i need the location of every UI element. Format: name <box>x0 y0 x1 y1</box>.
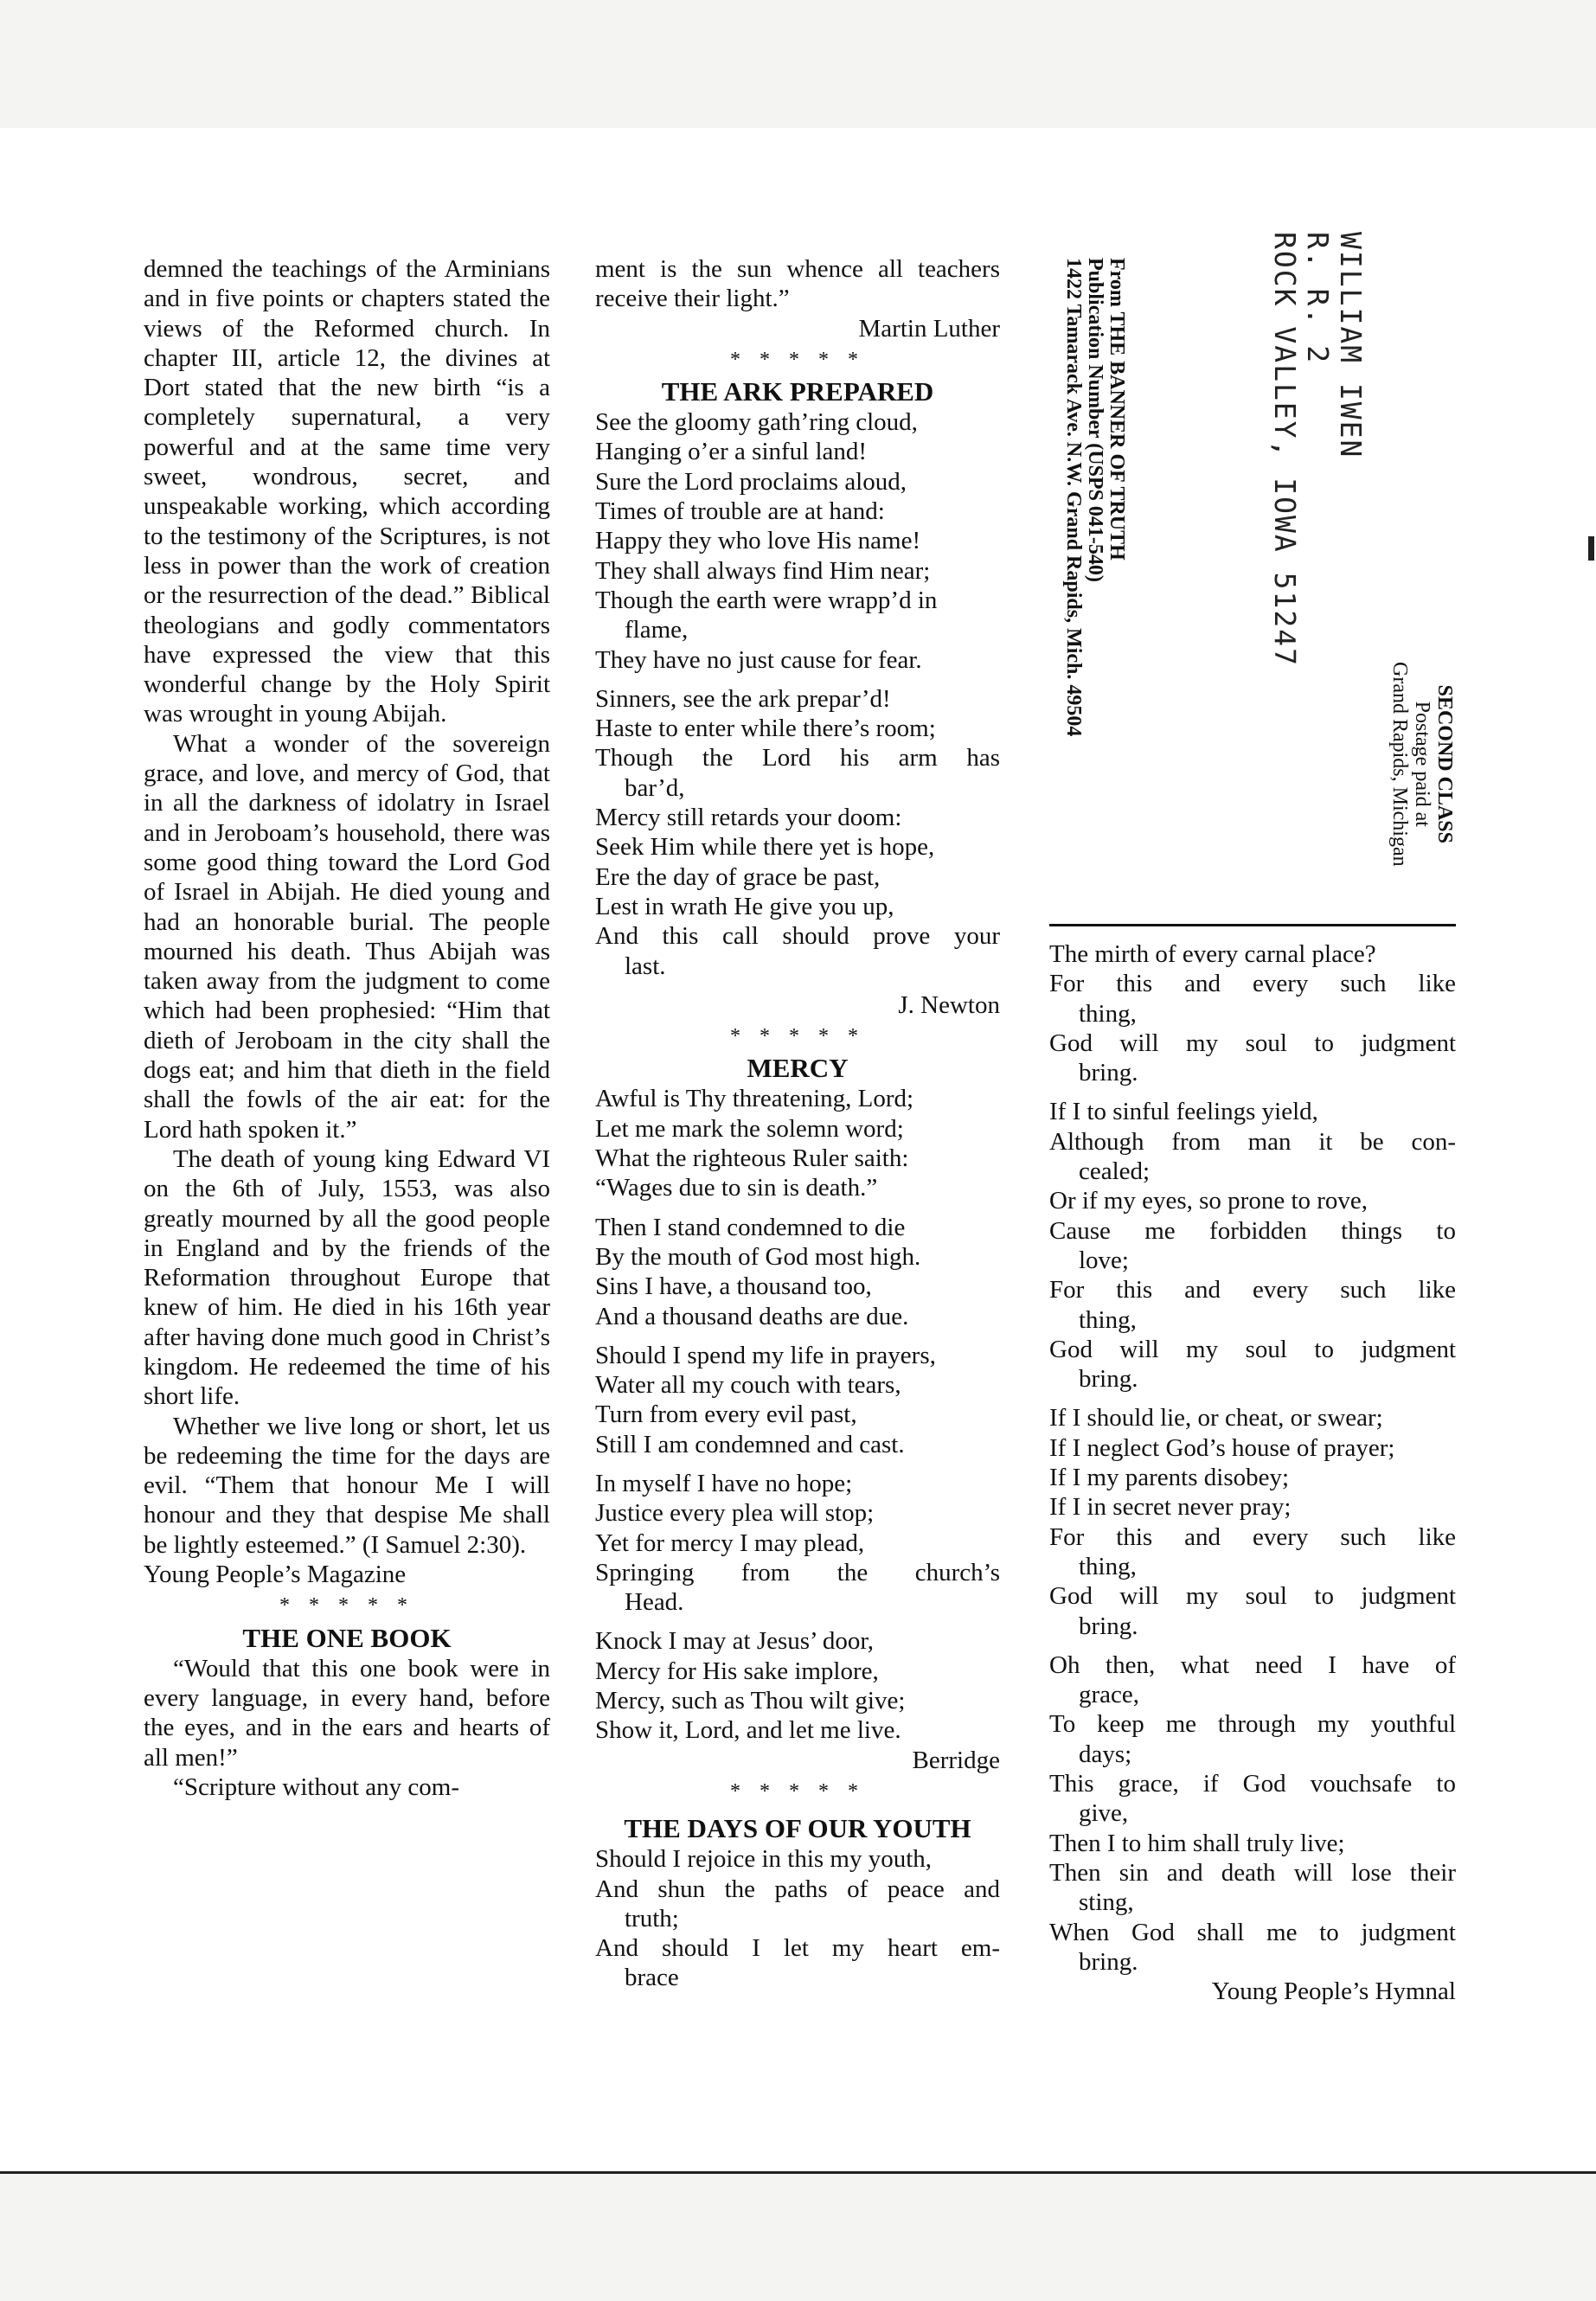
poem-line: Mercy, such as Thou wilt give; <box>595 1687 906 1715</box>
column-1 <box>144 254 550 1802</box>
poem-line: bring. <box>1079 1947 1138 1976</box>
poem-line: For this and every such like <box>1049 970 1456 998</box>
poem-line: Although from man it be con- <box>1049 1127 1456 1156</box>
poem-line: Awful is Thy threatening, Lord; <box>595 1085 914 1113</box>
poem-line: In myself I have no hope; <box>595 1469 853 1497</box>
one-book-paragraph: “Would that this one book were in every language, in every hand, before the eyes, and in the ears and hearts of all men!” <box>144 1654 550 1772</box>
poem-stanza <box>595 1469 1000 1617</box>
poem-line: What the righteous Ruler saith: <box>595 1144 909 1173</box>
publisher-name: From THE BANNER OF TRUTH <box>1106 258 1128 561</box>
poem-line: bring. <box>1079 1612 1138 1640</box>
poem-stanza <box>595 684 1000 981</box>
mailing-address-label <box>1268 232 1367 667</box>
article-paragraph: The death of young king Edward VI on the 6th of July, 1553, was also greatly mourned by all the good people in England and by the friends of the Reformation throughout Europe that knew of him. He died in his 16th year after having done much good in Christ’s kingdom. He redeemed the time of his short life. <box>144 1144 550 1411</box>
poem-line: Let me mark the solemn word; <box>595 1114 904 1143</box>
poem-line: Mercy for His sake implore, <box>595 1657 879 1685</box>
poem-line: Springing from the church’s <box>595 1558 1000 1586</box>
poem-line: By the mouth of God most high. <box>595 1242 921 1271</box>
article-paragraph: What a wonder of the sovereign grace, and love, and mercy of God, that in all the darkness of idolatry in Israel and in Jeroboam’s household, there was some good thing toward the Lord God of Israel in Abijah. He died young and had an honorable burial. The people mourned his death. Thus Abijah was taken away from the judgment to come which had been prophesied: “Him that dieth of Jeroboam in the city shall the dogs eat; and him that dieth in the field shall the fowls of the air eat: for the Lord hath spoken it.” <box>144 729 550 1144</box>
poem-line: If I my parents disobey; <box>1049 1464 1290 1492</box>
poem-author: J. Newton <box>898 990 1000 1019</box>
poem-line: Or if my eyes, so prone to rove, <box>1049 1187 1368 1215</box>
second-class-label: SECOND CLASS <box>1433 684 1456 843</box>
poem-line: Knock I may at Jesus’ door, <box>595 1627 875 1656</box>
poem-line: Lest in wrath He give you up, <box>595 892 894 920</box>
youth-poem-continued <box>1049 939 1456 1977</box>
poem-line: bring. <box>1079 1059 1138 1087</box>
poem-line: thing, <box>1079 999 1137 1028</box>
poem-line: Though the Lord his arm has <box>595 744 1000 772</box>
poem-line: Happy they who love His name! <box>595 527 921 555</box>
poem-line: Sure the Lord proclaims aloud, <box>595 467 907 496</box>
postage-block <box>1388 662 1456 867</box>
poem-stanza <box>595 407 1000 675</box>
addressee-city: ROCK VALLEY, IOWA 51247 <box>1268 232 1302 667</box>
poem-line: If I neglect God’s house of prayer; <box>1049 1433 1395 1462</box>
poem-line: Oh then, what need I have of <box>1049 1650 1456 1679</box>
poem-stanza <box>1049 1650 1456 1977</box>
mercy-poem <box>595 1084 1000 1745</box>
mercy-poem-title: MERCY <box>747 1053 849 1084</box>
poem-author: Berridge <box>912 1746 1000 1774</box>
poem-line: See the gloomy gath’ring cloud, <box>595 408 918 437</box>
poem-source: Young People’s Hymnal <box>1211 1977 1456 2006</box>
poem-line: bar’d, <box>625 773 685 802</box>
edge-mark <box>1588 536 1594 561</box>
poem-stanza <box>1049 1403 1456 1640</box>
poem-line: God will my soul to judgment <box>1049 1335 1456 1363</box>
youth-poem <box>595 1844 1000 1992</box>
poem-line: And should I let my heart em- <box>595 1934 1000 1963</box>
poem-line: Sins I have, a thousand too, <box>595 1272 872 1301</box>
poem-stanza <box>1049 939 1456 1087</box>
poem-line: God will my soul to judgment <box>1049 1582 1456 1611</box>
poem-line: thing, <box>1079 1305 1137 1334</box>
publication-number: Publication Number (USPS 041-540) <box>1084 258 1106 582</box>
poem-line: And shun the paths of peace and <box>595 1875 1000 1903</box>
poem-line: Sinners, see the ark prepar’d! <box>595 684 891 713</box>
poem-line: God will my soul to judgment <box>1049 1029 1456 1057</box>
poem-line: If I in secret never pray; <box>1049 1493 1292 1522</box>
one-book-paragraph: “Scripture without any com- <box>173 1772 459 1801</box>
poem-line: And this call should prove your <box>595 922 1000 951</box>
poem-line: They shall always find Him near; <box>595 556 931 585</box>
publisher-address: 1422 Tamarack Ave. N.W. Grand Rapids, Mich. 49504 <box>1062 258 1085 737</box>
poem-line: Turn from every evil past, <box>595 1400 857 1429</box>
poem-line: They have no just cause for fear. <box>595 645 922 674</box>
poem-line: For this and every such like <box>1049 1522 1456 1551</box>
youth-poem-title: THE DAYS OF OUR YOUTH <box>624 1813 971 1844</box>
poem-line: Show it, Lord, and let me live. <box>595 1716 901 1745</box>
poem-line: Still I am condemned and cast. <box>595 1430 905 1458</box>
addressee-route: R. R. 2 <box>1301 232 1335 365</box>
section-divider: * * * * * <box>279 1594 414 1618</box>
poem-line: bring. <box>1079 1365 1138 1394</box>
poem-line: When God shall me to judgment <box>1049 1918 1456 1946</box>
column-3 <box>1049 939 1456 2006</box>
mailing-rule <box>1049 924 1456 926</box>
poem-line: “Wages due to sin is death.” <box>595 1174 878 1202</box>
section-divider: * * * * * <box>730 348 865 371</box>
ark-poem <box>595 407 1000 981</box>
poem-line: truth; <box>625 1904 679 1932</box>
poem-line: last. <box>625 952 666 980</box>
poem-line: Head. <box>625 1588 684 1617</box>
poem-stanza <box>595 1341 1000 1459</box>
poem-line: For this and every such like <box>1049 1276 1456 1304</box>
poem-stanza <box>1049 1097 1456 1394</box>
poem-line: Cause me forbidden things to <box>1049 1216 1456 1245</box>
publisher-block <box>1062 258 1127 736</box>
poem-line: Haste to enter while there’s room; <box>595 715 936 743</box>
poem-line: If I should lie, or cheat, or swear; <box>1049 1404 1383 1433</box>
article-paragraph: Whether we live long or short, let us be redeeming the time for the days are evil. “Them that honour Me I will honour and they that despise Me shall be lightly esteemed.” (I Samuel 2:30). <box>144 1412 550 1559</box>
quote-author: Martin Luther <box>858 314 1000 343</box>
poem-line: sting, <box>1079 1888 1134 1917</box>
poem-stanza <box>595 1213 1000 1331</box>
poem-line: Should I spend my life in prayers, <box>595 1341 936 1369</box>
poem-line: Then I stand condemned to die <box>595 1213 906 1241</box>
poem-line: Water all my couch with tears, <box>595 1371 901 1400</box>
poem-line: Mercy still retards your doom: <box>595 804 902 832</box>
quote-continuation: ment is the sun whence all teachers receive their light.” <box>595 255 1000 313</box>
poem-line: This grace, if God vouchsafe to <box>1049 1770 1456 1798</box>
article-source: Young People’s Magazine <box>144 1561 407 1589</box>
poem-line: thing, <box>1079 1552 1137 1580</box>
poem-stanza <box>595 1626 1000 1745</box>
poem-line: Hanging o’er a sinful land! <box>595 438 868 466</box>
addressee-name: WILLIAM IWEN <box>1334 232 1368 459</box>
ark-poem-title: THE ARK PREPARED <box>661 376 934 407</box>
poem-line: Yet for mercy I may plead, <box>595 1529 865 1557</box>
poem-line: flame, <box>625 616 689 644</box>
article-paragraph: demned the teachings of the Arminians and in five points or chapters stated the views of the Reformed church. In chapter III, article 12, the divines at Dort stated that the new birth “is a completely supernatural, a very powerful and at the same time very sweet, wondrous, secret, and unspeakable working, which according to the testimony of the Scriptures, is not less in power than the work of creation or the resurrection of the dead.” Biblical theologians and godly commentators have expressed the view that this wonderful change by the Holy Spirit was wrought in young Abijah. <box>144 255 550 728</box>
poem-line: brace <box>625 1964 679 1992</box>
poem-stanza <box>595 1084 1000 1202</box>
postage-paid-label: Postage paid at <box>1411 701 1433 827</box>
poem-line: Then sin and death will lose their <box>1049 1858 1456 1887</box>
section-divider: * * * * * <box>730 1779 865 1803</box>
poem-line: Seek Him while there yet is hope, <box>595 833 935 862</box>
postage-city: Grand Rapids, Michigan <box>1388 662 1411 867</box>
poem-line: days; <box>1079 1740 1132 1768</box>
poem-line: Justice every plea will stop; <box>595 1499 875 1528</box>
poem-line: To keep me through my youthful <box>1049 1710 1456 1739</box>
poem-line: The mirth of every carnal place? <box>1049 940 1376 968</box>
column-2 <box>595 254 1000 1993</box>
one-book-title: THE ONE BOOK <box>242 1622 452 1653</box>
poem-line: cealed; <box>1079 1157 1151 1186</box>
poem-line: Should I rejoice in this my youth, <box>595 1845 933 1874</box>
poem-line: And a thousand deaths are due. <box>595 1302 909 1330</box>
poem-line: If I to sinful feelings yield, <box>1049 1098 1318 1126</box>
poem-line: Though the earth were wrapp’d in <box>595 586 938 614</box>
poem-line: Ere the day of grace be past, <box>595 862 881 891</box>
poem-line: love; <box>1079 1246 1129 1274</box>
poem-line: give, <box>1079 1799 1129 1828</box>
poem-line: grace, <box>1079 1681 1140 1709</box>
poem-line: Times of trouble are at hand: <box>595 497 885 526</box>
section-divider: * * * * * <box>730 1025 865 1048</box>
poem-line: Then I to him shall truly live; <box>1049 1829 1345 1857</box>
